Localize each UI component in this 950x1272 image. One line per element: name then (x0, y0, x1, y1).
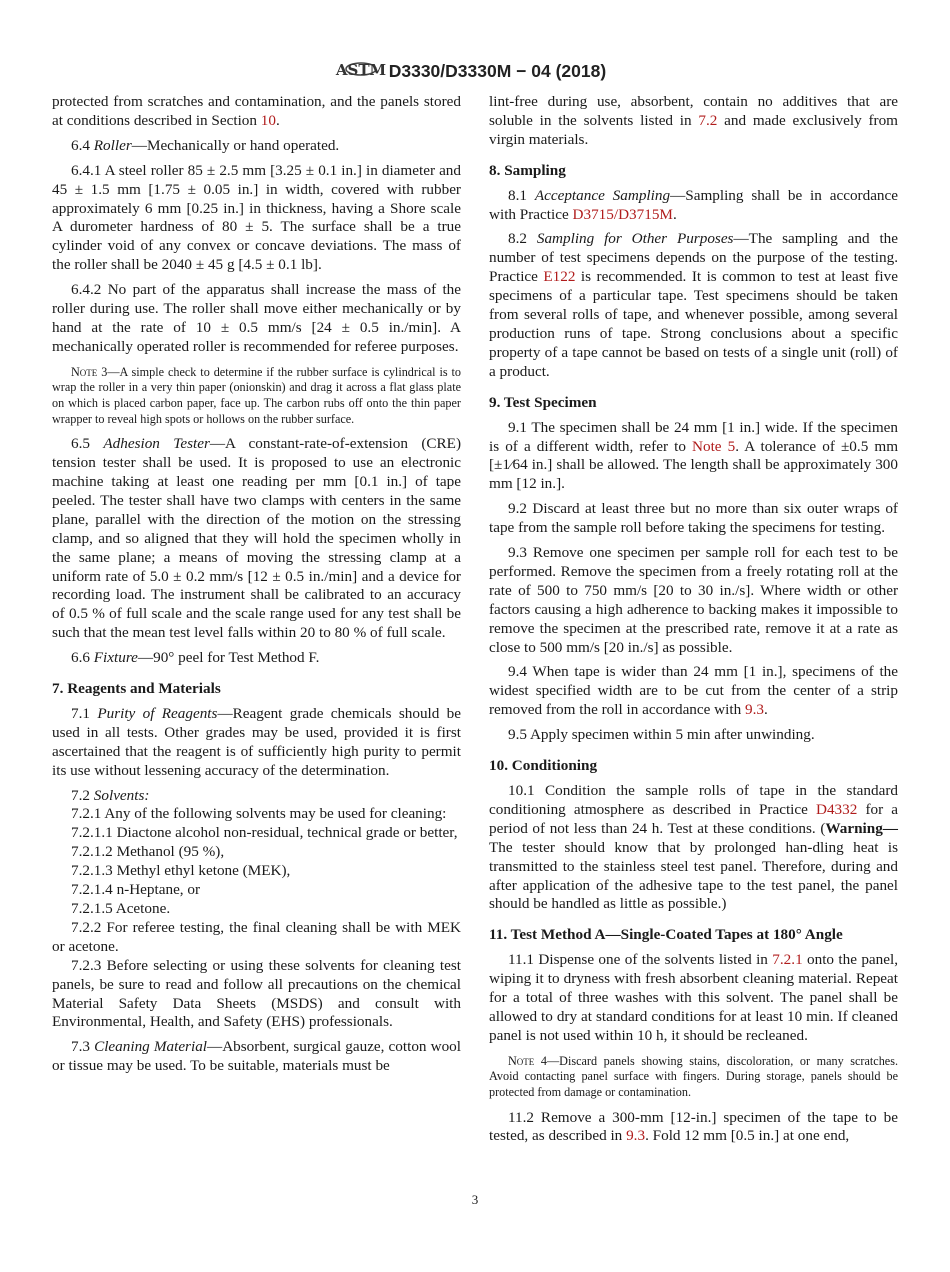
note: Note 4—Discard panels showing stains, discoloration, or many scratches. Avoid contacting panel surface with fingers. During storage, panels should be protected from damage or contamination. (489, 1053, 898, 1099)
paragraph: 9.4 When tape is wider than 24 mm [1 in.], specimens of the widest specified width are to be cut from the center of a strip removed from the roll in accordance with 9.3. (489, 663, 898, 719)
astm-logo-icon (335, 56, 386, 87)
cross-reference-link[interactable]: 10 (260, 111, 276, 129)
cross-reference-link[interactable]: 7.2 (698, 111, 718, 129)
warning-label: Warning— (825, 819, 898, 837)
paragraph: 7.2.1.5 Acetone. (71, 900, 171, 917)
italic-term: Cleaning Material (94, 1038, 208, 1056)
page-number: 3 (471, 1192, 479, 1207)
paragraph: 6.6 Fixture—90° peel for Test Method F. (71, 649, 320, 667)
cross-reference-link[interactable]: Note 5 (692, 437, 736, 455)
paragraph: 7.2.1.3 Methyl ethyl ketone (MEK), (71, 862, 291, 880)
cross-reference-link[interactable]: D3715/D3715M (572, 205, 673, 223)
cross-reference-link[interactable]: 7.2.1 (772, 951, 803, 969)
paragraph: 8.1 Acceptance Sampling—Sampling shall be in accordance with Practice D3715/D3715M. (489, 186, 899, 223)
paragraph: 6.5 Adhesion Tester—A constant-rate-of-extension (CRE) tension tester shall be used. It is proposed to use an electronic machine taking at least one reading per mm [0.1 in.] of tape peeled. The tester shall have two clamps with centers in the same plane, parallel with the direction of the motion on the stressing clamp, and so aligned that they will hold the specimen wholly in the same plane; a means of moving the stressing clamp at a uniform rate of 5.0 ± 0.2 mm/s [12 ± 0.5 in./min] and a device for recording load. The instrument shall be calibrated to an accuracy of 0.5 % of full scale and the scale range used for any test shall be such that the mean test level falls within 20 to 80 % of full scale. (52, 435, 461, 642)
paragraph: 7.1 Purity of Reagents—Reagent grade chemicals should be used in all tests. Other grades may be used, provided it is first ascertained that the reagent is of sufficiently high purity to permit its use without lessening accuracy of the determination. (52, 704, 462, 779)
paragraph: protected from scratches and contamination, and the panels stored at conditions described in Section 10. (52, 93, 461, 129)
paragraph: 7.2.1.4 n-Heptane, or (71, 881, 201, 899)
cross-reference-link[interactable]: D4332 (816, 800, 858, 818)
paragraph: 7.2 Solvents: (71, 786, 150, 804)
paragraph: 9.5 Apply specimen within 5 min after unwinding. (508, 726, 815, 744)
note: Note 3—A simple check to determine if the rubber surface is cylindrical is to wrap the roller in a very thin paper (onionskin) and drag it across a flat glass plate on which is placed carbon paper, face up. The carbon rubs off onto the thin paper wrapper to reveal high spots or hollows on the rubber surface. (52, 364, 461, 426)
paragraph: 7.2.1.2 Methanol (95 %), (71, 843, 225, 861)
paragraph: 7.3 Cleaning Material—Absorbent, surgical gauze, cotton wool or tissue may be used. To be suitable, materials must be (52, 1038, 461, 1075)
italic-term: Sampling for Other Purposes (536, 230, 734, 248)
paragraph: 6.4.1 A steel roller 85 ± 2.5 mm [3.25 ± 0.1 in.] in diameter and 45 ± 1.5 mm [1.75 ± 0.05 in.] in width, covered with rubber approximately 6 mm [0.25 in.] in thickness, having a Shore scale A durometer hardness of 80 ± 5. The surface shall be a true cylinder void of any convex or concave deviations. The mass of the roller shall be 2040 ± 45 g [4.5 ± 0.1 lb]. (52, 161, 461, 274)
section-heading: 10. Conditioning (489, 757, 598, 775)
note-label: Note (71, 364, 98, 379)
italic-term: Purity of Reagents (97, 704, 218, 722)
paragraph: 7.2.2 For referee testing, the final cleaning shall be with MEK or acetone. (52, 918, 461, 955)
section-heading: 9. Test Specimen (489, 393, 597, 411)
paragraph: 9.2 Discard at least three but no more than six outer wraps of tape from the sample roll before taking the specimens for testing. (489, 500, 898, 537)
standard-designation: D3330/D3330M − 04 (2018) (388, 61, 607, 81)
paragraph: 9.3 Remove one specimen per sample roll for each test to be performed. Remove the specimen from a freely rotating roll at the rate of 500 to 750 mm/s [20 to 30 in./s]. Where width or other factors causing a high adherence to backing makes it impossible to remove the specimen at the prescribed rate, remove it at a rate as close to 500 mm/s [20 in./s] as possible. (489, 544, 898, 656)
paragraph: 7.2.1 Any of the following solvents may be used for cleaning: (71, 805, 447, 823)
italic-term: Roller (93, 136, 132, 154)
paragraph: 6.4 Roller—Mechanically or hand operated. (71, 136, 340, 154)
paragraph: 11.2 Remove a 300-mm [12-in.] specimen of the tape to be tested, as described in 9.3. Fold 12 mm [0.5 in.] at one end, (489, 1108, 898, 1145)
page-header (0, 56, 950, 87)
paragraph: 10.1 Condition the sample rolls of tape in the standard conditioning atmosphere as described in Practice D4332 for a period of not less than 24 h. Test at these conditions. (Warning—The tester should know that by prolonged han-dling heat is transmitted to the stainless steel test panel. Therefore, during and after application of the adhesive tape to the test panel, the panel should be handled as little as possible.) (489, 782, 899, 913)
note-label: Note (508, 1053, 535, 1068)
paragraph: 9.1 The specimen shall be 24 mm [1 in.] wide. If the specimen is of a different width, refer to Note 5. A tolerance of ±0.5 mm [±1⁄64 in.] shall be allowed. The length shall be approximately 300 mm [12 in.]. (489, 418, 899, 493)
cross-reference-link[interactable]: E122 (543, 268, 576, 286)
paragraph: 6.4.2 No part of the apparatus shall increase the mass of the roller during use. The roller shall move either mechanically or by hand at the rate of 10 ± 0.5 mm/s [24 ± 0.5 in./min]. A mechanically operated roller is recommended for referee purposes. (52, 281, 461, 355)
italic-term: Acceptance Sampling (534, 186, 671, 204)
italic-term: Solvents: (93, 786, 150, 804)
section-heading: 8. Sampling (489, 161, 566, 179)
paragraph: 11.1 Dispense one of the solvents listed in 7.2.1 onto the panel, wiping it to dryness with fresh absorbent cleaning material. Repeat for a total of three washes with this solvent. The panel shall be allowed to dry at standard conditions for at least 10 min. If cleaned panel is not used within 10 h, it should be recleaned. (489, 951, 899, 1044)
paragraph: lint-free during use, absorbent, contain no additives that are soluble in the solvents listed in 7.2 and made exclusively from virgin materials. (489, 93, 898, 148)
paragraph: 7.2.3 Before selecting or using these solvents for cleaning test panels, be sure to read and follow all precautions on the chemical Material Safety Data Sheets (MSDS) and consult with Environmental, Health, and Safety (EHS) professionals. (52, 956, 461, 1031)
svg-text:ASTM: ASTM (335, 61, 386, 79)
paragraph: 8.2 Sampling for Other Purposes—The sampling and the number of test specimens depends on the purpose of the testing. Practice E122 is recommended. It is common to test at least five specimens of a particular tape. Test specimens should be taken from several rolls of tape, and whenever possible, among several production runs of tape. Strong conclusions about a specific property of a tape cannot be based on tests of a single unit (roll) of a product. (489, 230, 899, 380)
cross-reference-link[interactable]: 9.3 (744, 701, 764, 719)
italic-term: Adhesion Tester (103, 435, 210, 453)
section-heading: 7. Reagents and Materials (52, 680, 221, 698)
paragraph: 7.2.1.1 Diactone alcohol non-residual, technical grade or better, (71, 824, 458, 842)
section-heading: 11. Test Method A—Single-Coated Tapes at 180° Angle (489, 926, 843, 944)
left-column (52, 93, 461, 1082)
cross-reference-link[interactable]: 9.3 (626, 1127, 646, 1145)
italic-term: Fixture (93, 649, 138, 667)
right-column (489, 93, 898, 1152)
